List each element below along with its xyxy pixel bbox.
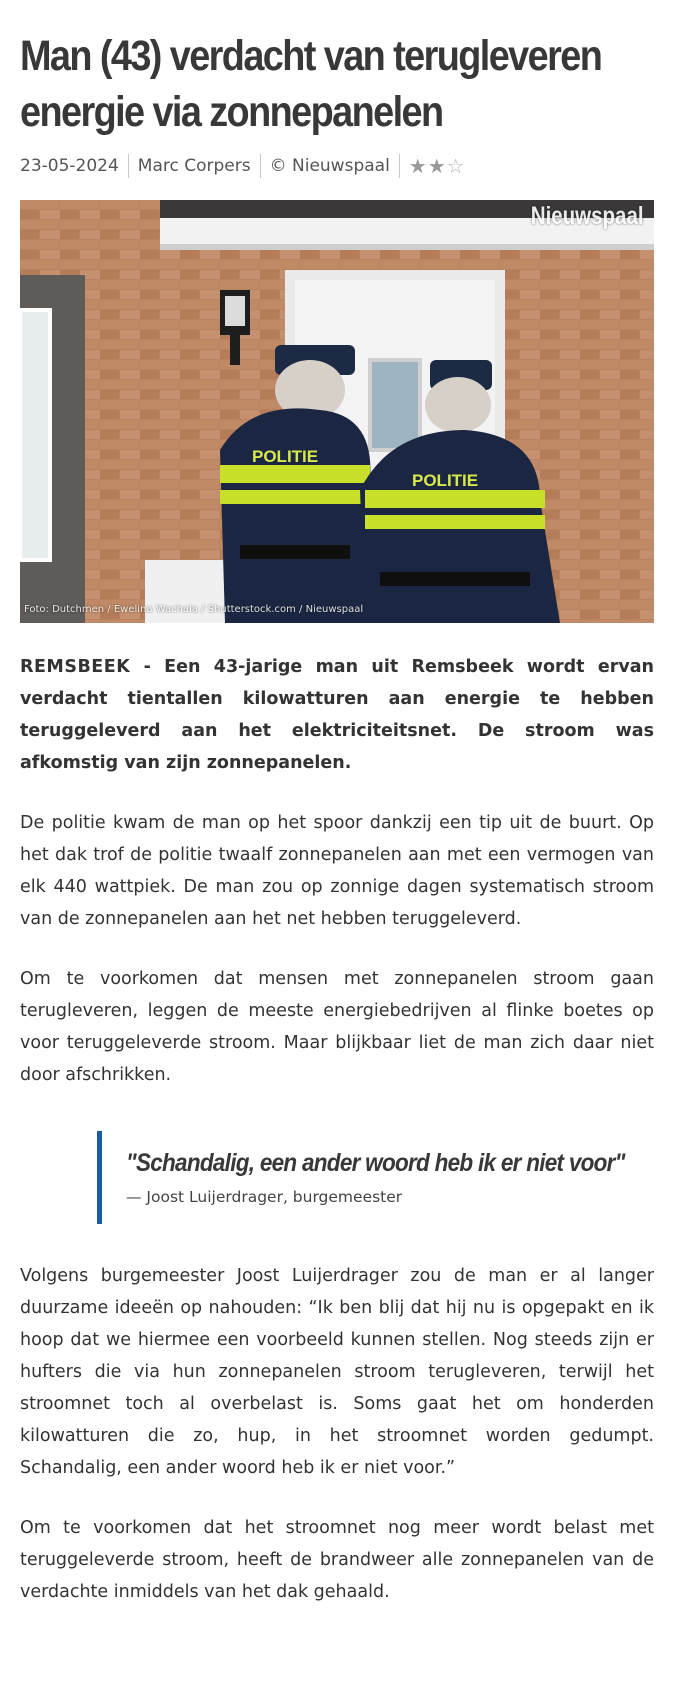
police-officers-photo [20,200,654,623]
star-filled-icon[interactable]: ★ [408,154,427,178]
star-filled-icon[interactable]: ★ [427,154,446,178]
vest-text-1: POLITIE [252,447,319,466]
article-source: © Nieuwspaal [269,156,390,176]
article-date: 23-05-2024 [20,156,119,176]
vest-text-2: POLITIE [412,471,479,490]
lead-place: REMSBEEK [20,657,131,677]
meta-divider [399,154,400,178]
article-title: Man (43) verdacht van terugleveren energie via zonnepanelen [20,32,602,136]
article-meta [20,152,654,180]
hero-image [20,200,654,623]
image-watermark: Nieuwspaal [531,202,644,230]
lead-text: - Een 43-jarige man uit Remsbeek wordt ervan verdacht tientallen kilowatturen aan energie te hebben teruggeleverd aan het elektriciteitsnet. De stroom was afkomstig van zijn zonnepanelen. [20,657,654,773]
quote-text: "Schandalig, een ander woord heb ik er niet voor" [126,1149,625,1177]
article-author[interactable]: Marc Corpers [137,156,251,176]
rating-stars[interactable] [409,156,465,176]
article-lead [20,651,654,779]
meta-divider [128,154,129,178]
pull-quote [97,1131,646,1224]
meta-divider [260,154,261,178]
star-empty-icon[interactable]: ☆ [446,154,465,178]
image-credit: Foto: Dutchmen / Ewelina Wachala / Shutterstock.com / Nieuwspaal [24,604,364,615]
article-paragraph: Volgens burgemeester Joost Luijerdrager zou de man er al langer duurzame ideeën op nahouden: “Ik ben blij dat hij nu is opgepakt en ik hoop dat we hiermee een voorbeeld kunnen stellen. Nog steeds zijn er hufters die via hun zonnepanelen stroom terugleveren, terwijl het stroomnet toch al overbelast is. Soms gaat het om honderden kilowatturen die zo, hup, in het stroomnet worden gedumpt. Schandalig, een ander woord heb ik er niet voor.” [20,1266,654,1478]
article-paragraph: Om te voorkomen dat mensen met zonnepanelen stroom gaan terugleveren, leggen de meeste energiebedrijven al flinke boetes op voor teruggeleverde stroom. Maar blijkbaar liet de man zich daar niet door afschrikken. [20,969,654,1085]
quote-source: — Joost Luijerdrager, burgemeester [126,1188,403,1206]
article-paragraph: Om te voorkomen dat het stroomnet nog meer wordt belast met teruggeleverde stroom, heeft de brandweer alle zonnepanelen van de verdachte inmiddels van het dak gehaald. [20,1518,654,1602]
article-paragraph: De politie kwam de man op het spoor dankzij een tip uit de buurt. Op het dak trof de politie twaalf zonnepanelen aan met een vermogen van elk 440 wattpiek. De man zou op zonnige dagen systematisch stroom van de zonnepanelen aan het net hebben teruggeleverd. [20,813,654,929]
